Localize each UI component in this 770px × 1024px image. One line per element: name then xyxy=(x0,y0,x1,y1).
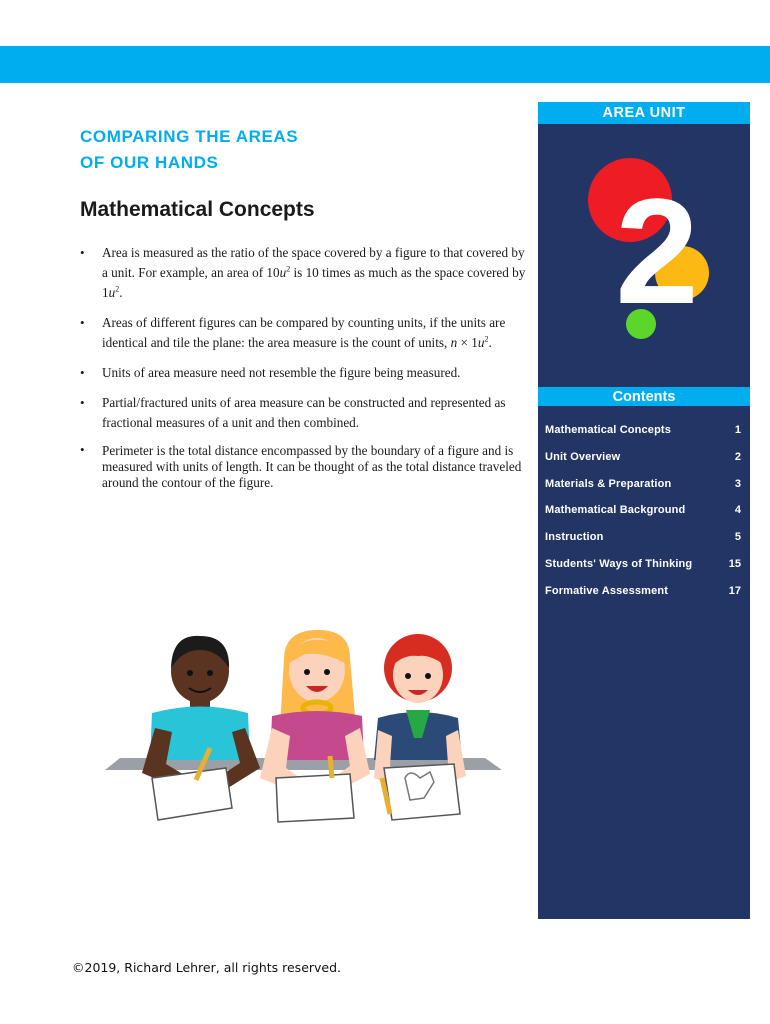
bullet-text: Units of area measure need not resemble the figure being measured. xyxy=(102,365,461,380)
toc-page-number: 5 xyxy=(734,531,741,544)
math-exp: 2 xyxy=(484,334,489,344)
math-var: u xyxy=(279,265,287,280)
list-item xyxy=(80,443,530,491)
math-exp: 2 xyxy=(286,264,291,274)
math-var: u xyxy=(108,285,116,300)
toc-title: Instruction xyxy=(545,531,604,544)
toc-item-formative-assessment[interactable] xyxy=(538,579,750,606)
table-of-contents xyxy=(538,418,750,606)
top-banner xyxy=(0,46,770,83)
math-var: n xyxy=(450,335,458,350)
toc-item-materials-preparation[interactable] xyxy=(538,472,750,499)
toc-page-number: 4 xyxy=(734,504,741,517)
toc-title: Materials & Preparation xyxy=(545,477,672,490)
page-title xyxy=(80,124,298,176)
bullet-text: . xyxy=(488,335,492,350)
toc-title: Mathematical Concepts xyxy=(545,424,672,436)
unit-number-graphic xyxy=(575,150,735,350)
title-line-1: COMPARING THE AREAS xyxy=(80,127,299,146)
list-item xyxy=(80,363,530,383)
list-item xyxy=(80,243,530,303)
list-item xyxy=(80,313,530,353)
section-heading: Mathematical Concepts xyxy=(80,198,315,221)
toc-page-number: 2 xyxy=(734,450,741,463)
list-item xyxy=(80,393,530,433)
bullet-text: is 10 times as much as the space covered by 1 xyxy=(102,265,526,300)
concepts-list xyxy=(80,243,530,501)
title-line-2: OF OUR HANDS xyxy=(80,153,219,172)
toc-page-number: 17 xyxy=(728,584,741,597)
bullet-text: Area is measured as the ratio of the space covered by a figure to that covered by a unit. For example, an area of 10 xyxy=(102,245,525,280)
math-exp: 2 xyxy=(115,284,120,294)
toc-title: Formative Assessment xyxy=(545,584,669,597)
toc-title: Mathematical Background xyxy=(545,504,686,517)
contents-header: Contents xyxy=(538,387,750,406)
bullet-text: . xyxy=(119,285,123,300)
toc-item-unit-overview[interactable] xyxy=(538,445,750,472)
bullet-text: Partial/fractured units of area measure can be constructed and represented as fractional measures of a unit and then combined. xyxy=(102,395,506,430)
toc-item-instruction[interactable] xyxy=(538,525,750,552)
bullet-text: Areas of different figures can be compared by counting units, if the units are identical and tile the plane: the area measure is the count of units, xyxy=(102,315,506,350)
bullet-text: Perimeter is the total distance encompassed by the boundary of a figure and is measured with units of length. It can be thought of as the total distance traveled around the contour of the figure. xyxy=(102,443,522,490)
toc-item-students-ways-of-thinking[interactable] xyxy=(538,552,750,579)
toc-item-mathematical-concepts[interactable] xyxy=(538,418,750,445)
toc-page-number: 15 xyxy=(728,557,741,570)
toc-title: Unit Overview xyxy=(545,450,621,463)
children-illustration xyxy=(100,628,510,833)
copyright-footer: ©2019, Richard Lehrer, all rights reserved. xyxy=(72,960,342,975)
toc-page-number: 3 xyxy=(734,477,741,490)
toc-title: Students' Ways of Thinking xyxy=(545,557,693,570)
math-var: u xyxy=(477,335,485,350)
unit-number: 2 xyxy=(615,167,699,335)
toc-item-mathematical-background[interactable] xyxy=(538,498,750,525)
math-op: × 1 xyxy=(457,335,478,350)
toc-page-number: 1 xyxy=(734,424,741,436)
unit-label: AREA UNIT xyxy=(538,102,750,124)
